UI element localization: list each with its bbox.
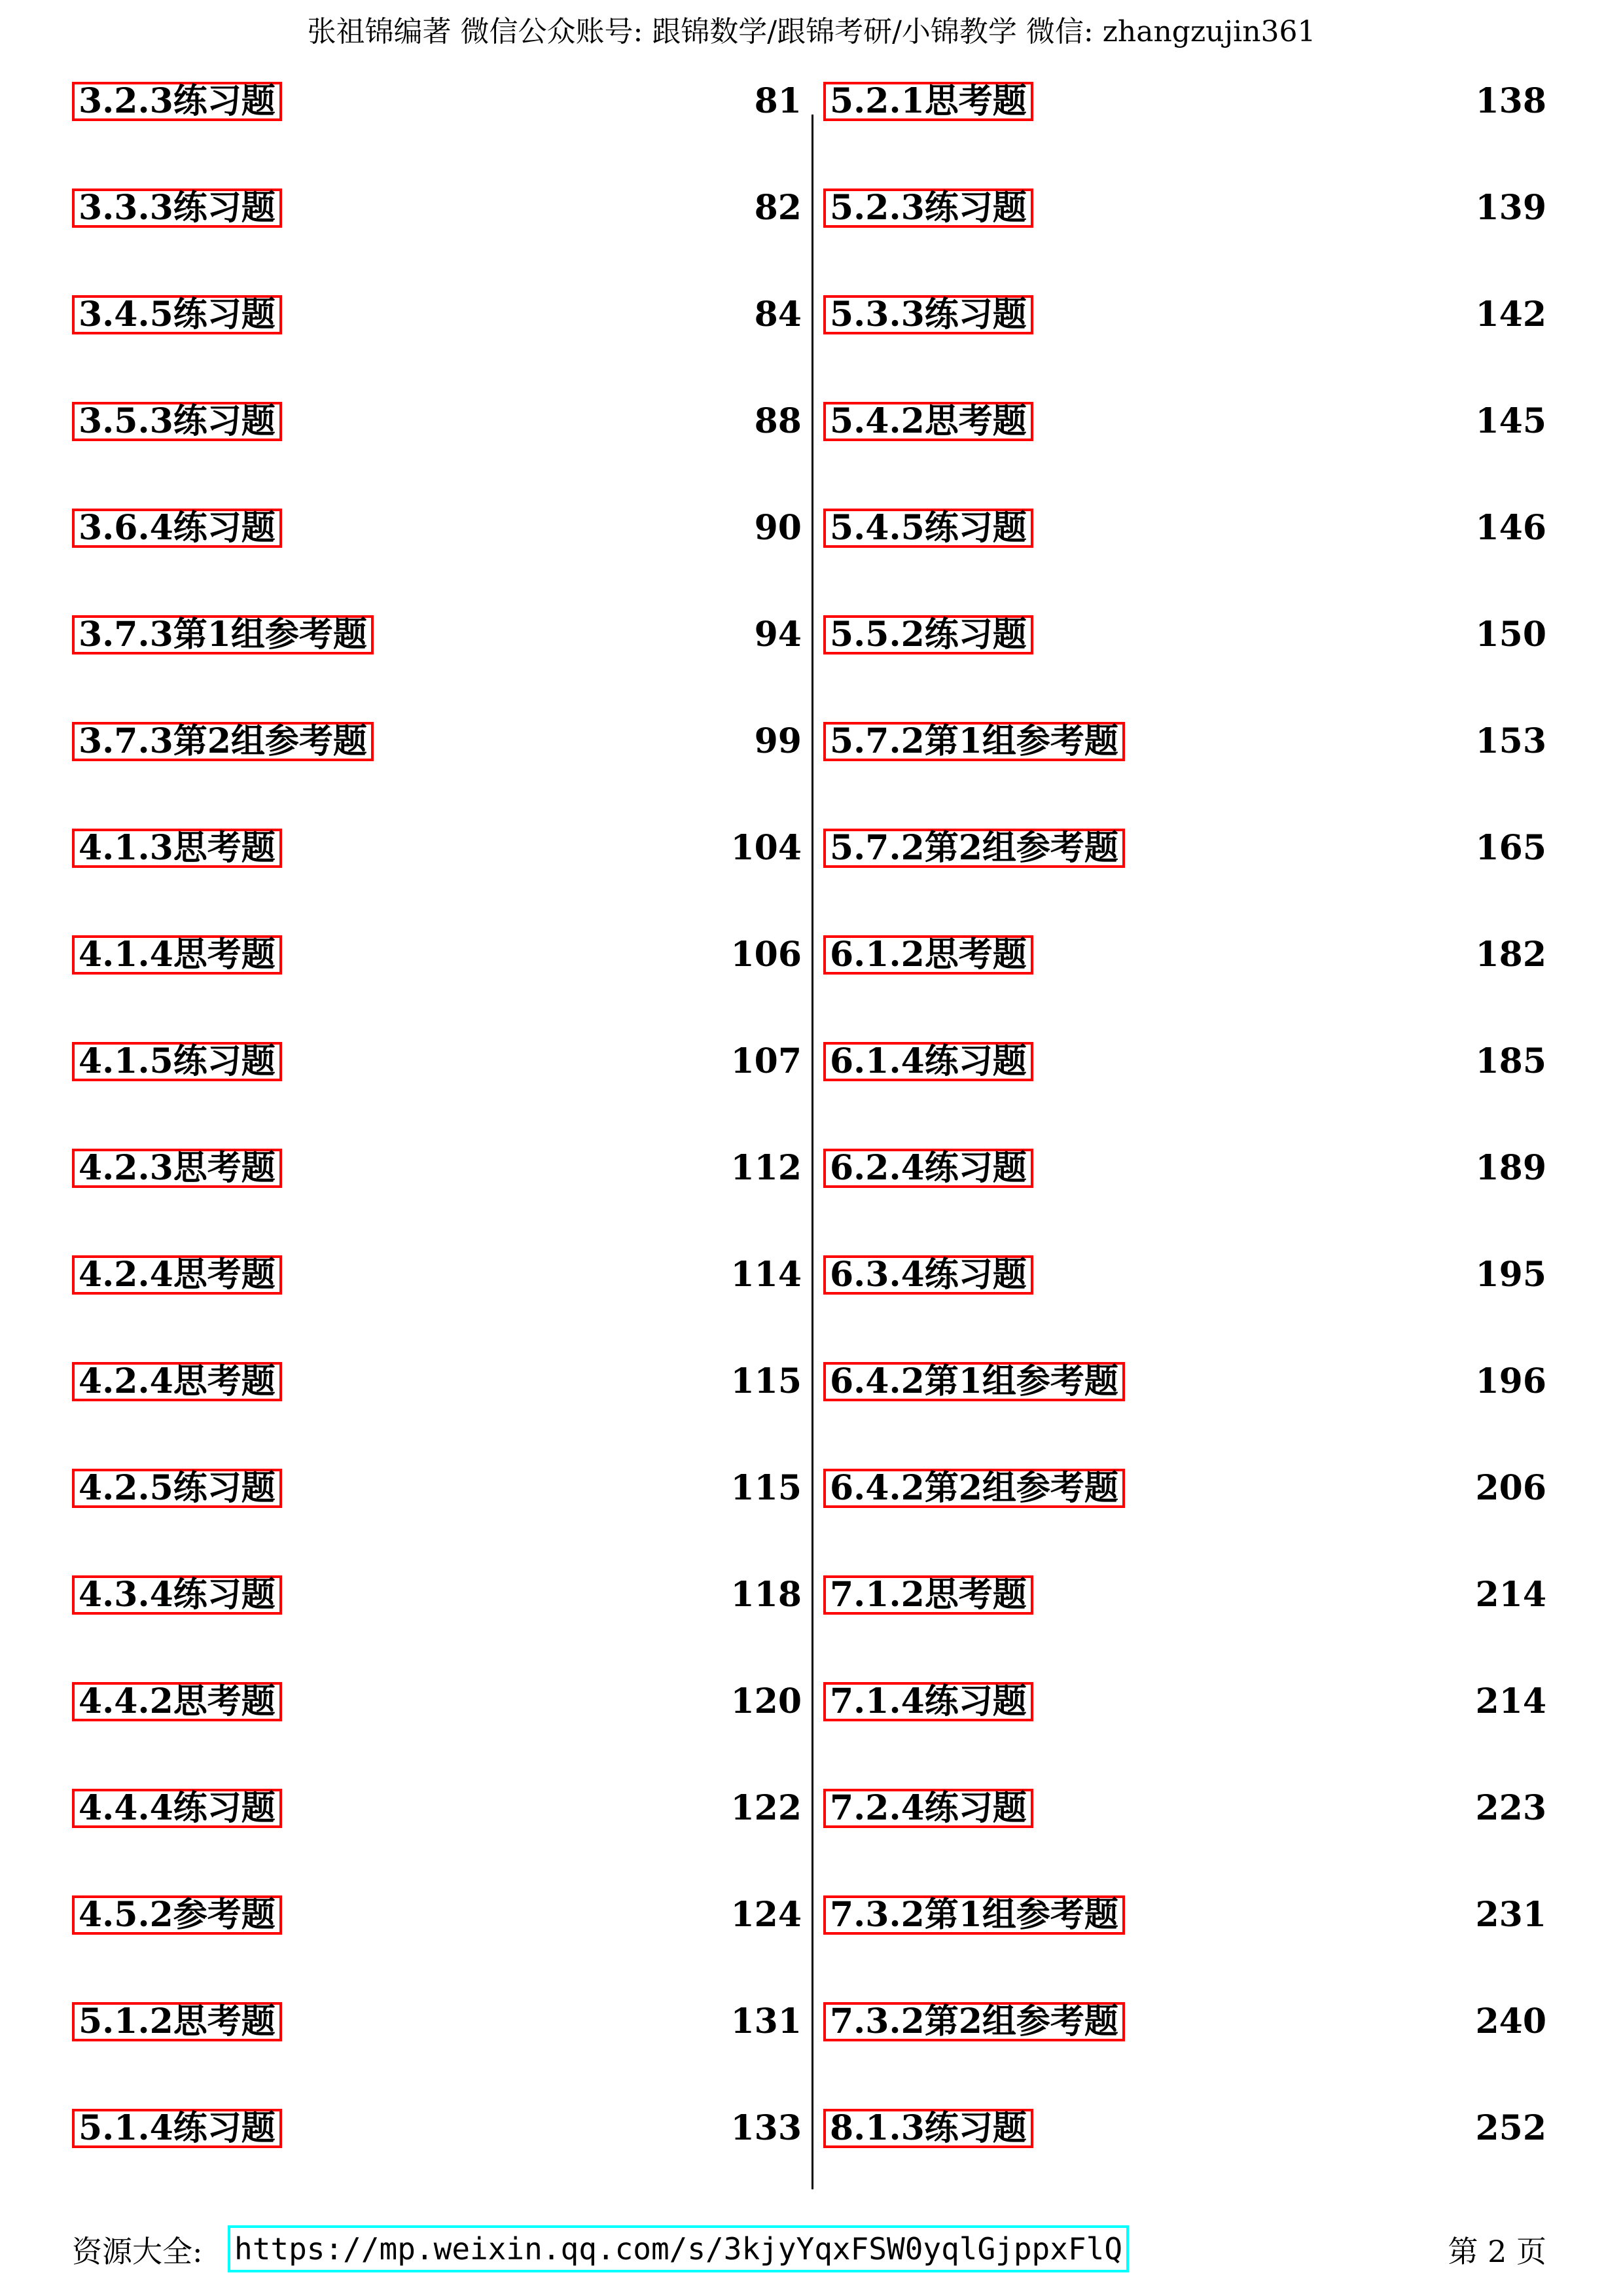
toc-entry-page: 231: [1475, 1895, 1546, 1935]
toc-entry-link[interactable]: 4.4.2思考题: [72, 1682, 282, 1721]
resources-url-link[interactable]: https://mp.weixin.qq.com/s/3kjyYqxFSW0yqlGjppxFlQ: [228, 2225, 1129, 2272]
toc-entry: [72, 1469, 802, 1521]
toc-entry-link[interactable]: 6.1.2思考题: [823, 935, 1033, 975]
toc-entry: [823, 1362, 1546, 1414]
toc-entry-link[interactable]: 5.3.3练习题: [823, 295, 1033, 334]
toc-entry-link[interactable]: 3.6.4练习题: [72, 509, 282, 548]
toc-entry-page: 84: [754, 295, 802, 334]
toc-entry-page: 124: [730, 1895, 802, 1935]
toc-entry-page: 240: [1475, 2001, 1546, 2041]
toc-entry: [72, 829, 802, 881]
toc-entry-link[interactable]: 3.3.3练习题: [72, 188, 282, 228]
toc-entry-page: 195: [1475, 1255, 1546, 1295]
toc-entry-link[interactable]: 3.4.5练习题: [72, 295, 282, 334]
toc-entry-page: 115: [730, 1361, 802, 1401]
toc-entry: [823, 1575, 1546, 1628]
toc-entry: [72, 1895, 802, 1948]
toc-entry-page: 122: [730, 1788, 802, 1828]
toc-entry-page: 145: [1475, 401, 1546, 441]
toc-entry: [72, 1042, 802, 1094]
toc-entry: [823, 829, 1546, 881]
toc-entry-link[interactable]: 4.1.4思考题: [72, 935, 282, 975]
toc-entry-link[interactable]: 3.2.3练习题: [72, 82, 282, 121]
toc-entry: [72, 402, 802, 454]
toc-entry-link[interactable]: 4.2.4思考题: [72, 1255, 282, 1295]
toc-entry-link[interactable]: 3.7.3第2组参考题: [72, 722, 374, 761]
toc-entry: [72, 1149, 802, 1201]
toc-entry: [823, 1682, 1546, 1734]
toc-entry: [72, 188, 802, 241]
toc-entry-link[interactable]: 4.2.5练习题: [72, 1469, 282, 1508]
toc-entry: [823, 935, 1546, 988]
toc-entry-page: 81: [754, 81, 802, 121]
toc-entry: [72, 2109, 802, 2161]
toc-entry-link[interactable]: 6.4.2第1组参考题: [823, 1362, 1125, 1401]
toc-entry-page: 214: [1475, 1681, 1546, 1721]
toc-entry: [72, 615, 802, 668]
toc-entry-page: 196: [1475, 1361, 1546, 1401]
toc-entry: [823, 1469, 1546, 1521]
toc-entry: [823, 1789, 1546, 1841]
toc-entry-page: 214: [1475, 1575, 1546, 1615]
toc-entry: [72, 1362, 802, 1414]
toc-entry-link[interactable]: 7.3.2第2组参考题: [823, 2002, 1125, 2041]
toc-entry-page: 223: [1475, 1788, 1546, 1828]
toc-entry-page: 88: [754, 401, 802, 441]
toc-entry-page: 107: [730, 1041, 802, 1081]
toc-entry-page: 139: [1475, 188, 1546, 228]
toc-entry-link[interactable]: 7.1.2思考题: [823, 1575, 1033, 1615]
toc-entry: [823, 188, 1546, 241]
toc-entry: [823, 1042, 1546, 1094]
toc-entry-page: 138: [1475, 81, 1546, 121]
page-header: 张祖锦编著 微信公众账号: 跟锦数学/跟锦考研/小锦教学 微信: zhangzujin361: [307, 15, 1316, 48]
toc-entry-page: 82: [754, 188, 802, 228]
toc-entry-page: 150: [1475, 615, 1546, 655]
toc-entry-link[interactable]: 4.5.2参考题: [72, 1895, 282, 1935]
toc-entry-link[interactable]: 3.5.3练习题: [72, 402, 282, 441]
toc-entry-page: 115: [730, 1468, 802, 1508]
toc-entry: [823, 1255, 1546, 1308]
toc-entry-page: 133: [730, 2108, 802, 2148]
toc-entry-page: 99: [754, 721, 802, 761]
toc-entry-link[interactable]: 4.1.5练习题: [72, 1042, 282, 1081]
toc-entry: [72, 2002, 802, 2054]
toc-entry-link[interactable]: 4.3.4练习题: [72, 1575, 282, 1615]
page-number: 第 2 页: [1448, 2234, 1546, 2269]
toc-entry-link[interactable]: 7.3.2第1组参考题: [823, 1895, 1125, 1935]
toc-entry-link[interactable]: 6.1.4练习题: [823, 1042, 1033, 1081]
page-footer: [72, 2225, 1546, 2278]
toc-entry-page: 114: [730, 1255, 802, 1295]
toc-entry-page: 252: [1475, 2108, 1546, 2148]
toc-right-column: [823, 82, 1546, 2222]
toc-entry: [72, 1255, 802, 1308]
column-divider: [812, 115, 813, 2189]
toc-entry-link[interactable]: 5.2.3练习题: [823, 188, 1033, 228]
toc-entry-page: 131: [730, 2001, 802, 2041]
toc-entry: [823, 2002, 1546, 2054]
toc-entry: [823, 2109, 1546, 2161]
toc-entry-page: 185: [1475, 1041, 1546, 1081]
toc-entry: [823, 509, 1546, 561]
toc-entry: [72, 1575, 802, 1628]
toc-entry-page: 112: [730, 1148, 802, 1188]
toc-entry-page: 118: [730, 1575, 802, 1615]
toc-entry-page: 165: [1475, 828, 1546, 868]
resources-label: 资源大全:: [72, 2234, 203, 2269]
toc-entry-link[interactable]: 7.2.4练习题: [823, 1789, 1033, 1828]
toc-entry-link[interactable]: 4.4.4练习题: [72, 1789, 282, 1828]
toc-entry-page: 94: [754, 615, 802, 655]
toc-entry-link[interactable]: 6.4.2第2组参考题: [823, 1469, 1125, 1508]
toc-entry: [72, 935, 802, 988]
toc-entry-page: 142: [1475, 295, 1546, 334]
toc-entry: [72, 82, 802, 134]
toc-entry: [72, 509, 802, 561]
toc-entry: [823, 722, 1546, 774]
toc-entry-link[interactable]: 5.1.2思考题: [72, 2002, 282, 2041]
toc-entry-link[interactable]: 6.3.4练习题: [823, 1255, 1033, 1295]
toc-entry-page: 120: [730, 1681, 802, 1721]
toc-entry-link[interactable]: 6.2.4练习题: [823, 1149, 1033, 1188]
toc-entry: [72, 295, 802, 348]
toc-entry: [823, 1895, 1546, 1948]
toc-entry-link[interactable]: 5.4.2思考题: [823, 402, 1033, 441]
toc-entry-page: 90: [754, 508, 802, 548]
toc-entry: [823, 1149, 1546, 1201]
toc-left-column: [72, 82, 802, 2222]
toc-entry-page: 153: [1475, 721, 1546, 761]
toc-entry-link[interactable]: 5.7.2第2组参考题: [823, 829, 1125, 868]
toc-entry-page: 104: [730, 828, 802, 868]
toc-entry: [72, 722, 802, 774]
toc-entry-link[interactable]: 5.1.4练习题: [72, 2109, 282, 2148]
toc-entry-page: 189: [1475, 1148, 1546, 1188]
toc-entry-link[interactable]: 5.4.5练习题: [823, 509, 1033, 548]
toc-entry-link[interactable]: 8.1.3练习题: [823, 2109, 1033, 2148]
toc-entry: [823, 295, 1546, 348]
toc-entry-page: 146: [1475, 508, 1546, 548]
toc-entry-page: 106: [730, 935, 802, 975]
toc-entry: [823, 82, 1546, 134]
toc-entry-link[interactable]: 4.2.3思考题: [72, 1149, 282, 1188]
toc-entry: [823, 402, 1546, 454]
toc-entry-link[interactable]: 3.7.3第1组参考题: [72, 615, 374, 655]
toc-entry: [823, 615, 1546, 668]
toc-entry: [72, 1789, 802, 1841]
toc-entry-link[interactable]: 5.2.1思考题: [823, 82, 1033, 121]
toc-entry-link[interactable]: 5.5.2练习题: [823, 615, 1033, 655]
toc-entry-page: 182: [1475, 935, 1546, 975]
toc-entry-link[interactable]: 4.1.3思考题: [72, 829, 282, 868]
toc-entry-link[interactable]: 5.7.2第1组参考题: [823, 722, 1125, 761]
toc-entry: [72, 1682, 802, 1734]
toc-entry-link[interactable]: 7.1.4练习题: [823, 1682, 1033, 1721]
toc-entry-page: 206: [1475, 1468, 1546, 1508]
toc-entry-link[interactable]: 4.2.4思考题: [72, 1362, 282, 1401]
